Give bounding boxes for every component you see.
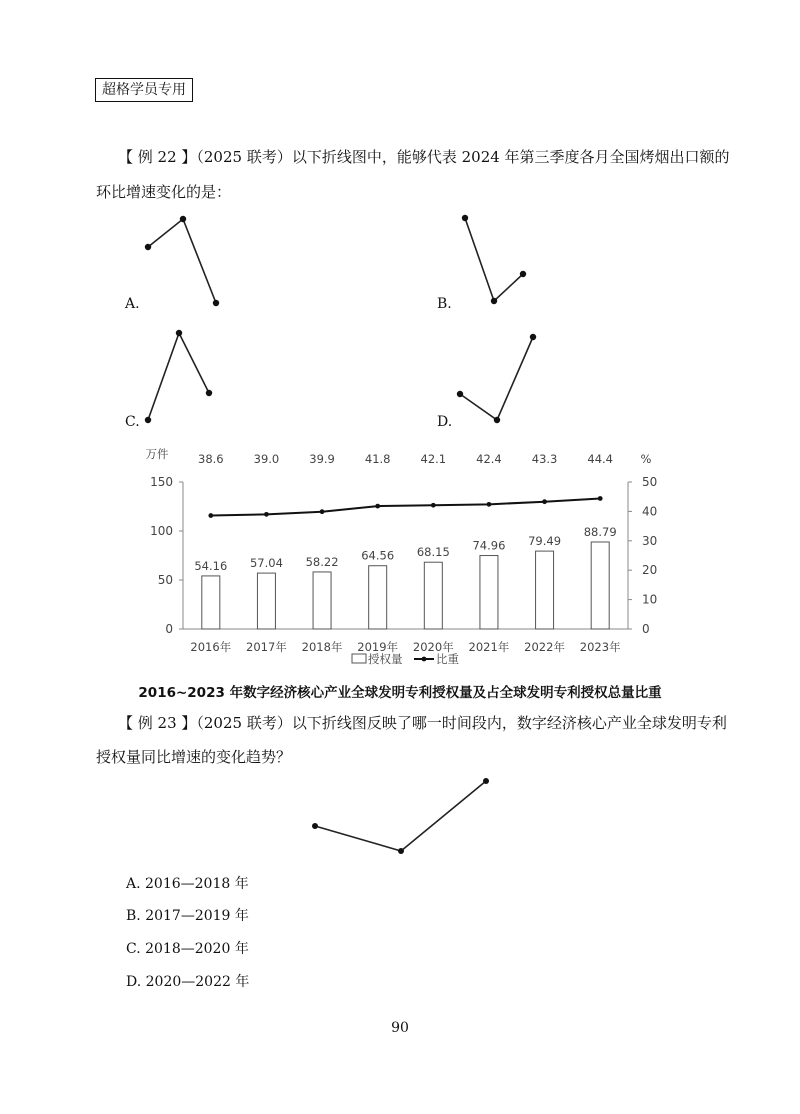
line-point [208,513,213,518]
bar-授权量 [257,573,275,629]
legend-bar-label: 授权量 [368,652,403,666]
left-tick-label: 50 [157,573,173,587]
q22-option-d-figure [450,328,545,428]
right-tick-label: 20 [642,563,658,578]
right-tick-label: 50 [642,475,658,489]
line-point [542,499,547,504]
legend-bar-swatch [352,654,366,663]
option-c-point [206,390,212,396]
q22-stem-line2: 环比增速变化的是： [96,183,232,201]
x-tick-label: 2022年 [524,640,565,654]
option-d-point [457,391,463,397]
legend-line-marker [422,657,427,662]
q22-stem-line1: 【 例 22 】（2025 联考）以下折线图中，能够代表 2024 年第三季度各月全国烤烟出口额的 [118,148,730,166]
right-tick-label: 40 [642,504,658,519]
bar-data-label: 57.04 [249,556,283,571]
bar-data-label: 58.22 [305,554,339,569]
legend-line-label: 比重 [436,652,459,666]
q22-option-a-figure [140,212,230,312]
chart-title: 2016~2023 年数字经济核心产业全球发明专利授权量及占全球发明专利授权总量比重 [138,685,662,701]
bar-data-label: 54.16 [194,558,228,573]
line-data-label: 44.4 [587,452,613,466]
option-d-point [494,417,500,423]
right-tick-label: 10 [642,592,658,607]
page-number: 90 [391,1020,409,1036]
line-data-label: 39.9 [309,452,335,466]
option-d-point [530,334,536,340]
bar-授权量 [591,542,609,629]
option-c-point [145,417,151,423]
option-c-polyline [148,333,209,420]
bar-授权量 [424,562,442,629]
right-unit-label: % [640,452,652,466]
left-tick-label: 0 [165,622,173,636]
patent-chart [0,440,800,680]
option-c-point [176,330,182,336]
bar-授权量 [369,566,387,629]
option-b-point [491,298,497,304]
x-tick-label: 2023年 [579,640,621,654]
q23-choice-d[interactable]: D. 2020—2022 年 [126,974,250,990]
x-tick-label: 2016年 [190,640,232,654]
option-d-polyline [460,337,533,420]
bar-data-label: 88.79 [583,524,617,539]
q22-option-a-label[interactable]: A. [125,296,140,312]
bar-data-label: 64.56 [361,548,395,563]
line-data-label: 41.8 [364,452,391,466]
x-tick-label: 2018年 [301,640,343,654]
option-b-polyline [465,218,523,301]
line-data-label: 42.1 [420,452,447,466]
q22-option-d-label[interactable]: D. [437,414,453,430]
option-b-point [520,271,526,277]
q23-trend-point [312,823,318,829]
left-tick-label: 100 [150,524,173,538]
q23-trend-point [483,778,489,784]
line-point [320,509,325,514]
line-point [431,503,436,508]
q23-trend-point [398,848,404,854]
q22-option-c-figure [140,325,220,430]
x-tick-label: 2021年 [468,640,510,654]
bar-授权量 [536,551,554,629]
line-point [598,496,603,501]
x-tick-label: 2020年 [412,640,454,654]
q22-option-b-label[interactable]: B. [437,296,452,312]
q23-stem-line1: 【 例 23 】（2025 联考）以下折线图反映了哪一时间段内，数字经济核心产业全球发明专利 [118,714,727,732]
member-only-stamp: 超格学员专用 [95,78,193,102]
option-a-point [180,216,186,222]
q23-choice-c[interactable]: C. 2018—2020 年 [126,941,249,957]
option-a-point [145,244,151,250]
option-a-polyline [148,219,216,303]
right-tick-label: 0 [642,622,650,636]
line-data-label: 42.4 [476,452,502,466]
q22-option-b-figure [455,210,535,310]
left-unit-label: 万件 [145,447,169,461]
q23-choice-a[interactable]: A. 2016—2018 年 [126,876,249,892]
left-tick-label: 150 [150,475,173,489]
option-b-point [462,215,468,221]
bar-授权量 [480,556,498,629]
bar-data-label: 74.96 [472,538,506,553]
q22-option-c-label[interactable]: C. [125,414,140,430]
line-point [264,512,269,517]
line-point [487,502,492,507]
q23-trend-polyline [315,781,486,851]
line-data-label: 38.6 [198,452,224,466]
line-point [375,504,380,509]
line-比重 [211,498,600,515]
option-a-point [213,300,219,306]
x-tick-label: 2019年 [357,640,399,654]
line-data-label: 43.3 [531,452,558,466]
right-tick-label: 30 [642,533,658,548]
q23-choice-b[interactable]: B. 2017—2019 年 [126,908,249,924]
q23-trend-figure [305,772,500,862]
bar-data-label: 79.49 [528,534,562,549]
bar-data-label: 68.15 [416,545,450,560]
bar-授权量 [313,572,331,629]
line-data-label: 39.0 [253,452,280,466]
x-tick-label: 2017年 [246,640,287,654]
bar-授权量 [202,576,220,629]
q23-stem-line2: 授权量同比增速的变化趋势？ [96,748,292,766]
